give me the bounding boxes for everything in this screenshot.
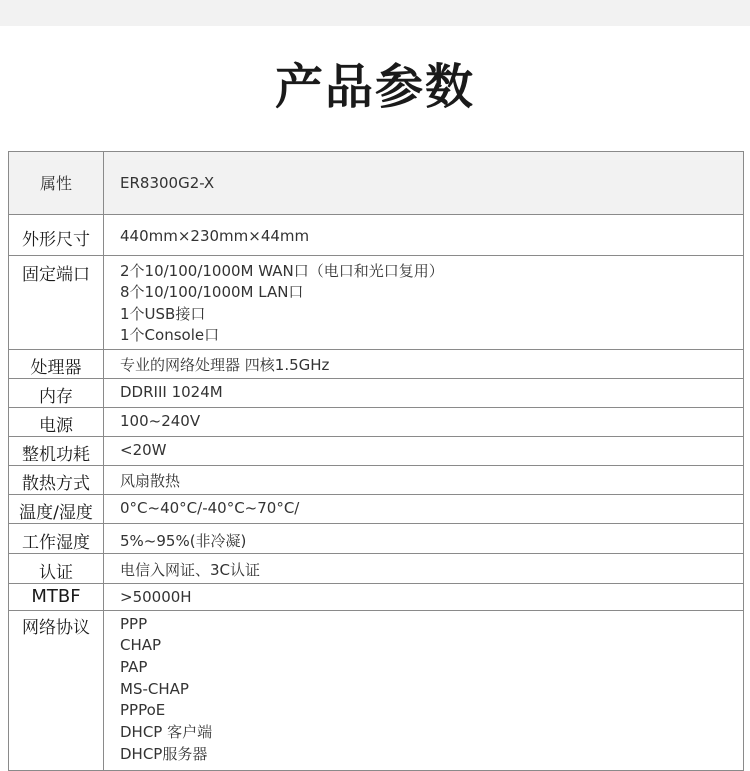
row-label: 温度/湿度 (9, 494, 104, 523)
row-value: DDRIII 1024M (104, 378, 744, 407)
row-label: 工作湿度 (9, 523, 104, 553)
table-row (9, 378, 743, 407)
row-label: 散热方式 (9, 465, 104, 494)
table-row (9, 214, 743, 255)
top-band (0, 0, 750, 26)
row-label: 处理器 (9, 349, 104, 378)
row-value: <20W (104, 436, 744, 465)
table-row (9, 494, 743, 523)
row-value: >50000H (104, 583, 744, 610)
table-row (9, 349, 743, 378)
table-row (9, 436, 743, 465)
table-row (9, 610, 743, 770)
row-value: 440mm×230mm×44mm (104, 214, 744, 255)
header-model: ER8300G2-X (104, 152, 744, 214)
row-value: 电信入网证、3C认证 (104, 553, 744, 583)
row-label: 认证 (9, 553, 104, 583)
row-label: 电源 (9, 407, 104, 436)
row-label: 整机功耗 (9, 436, 104, 465)
row-value: 专业的网络处理器 四核1.5GHz (104, 349, 744, 378)
table-header-row (9, 152, 743, 214)
row-value: 5%~95%(非冷凝) (104, 523, 744, 553)
row-value: 0°C~40°C/-40°C~70°C/ (104, 494, 744, 523)
row-value: PPP CHAP PAP MS-CHAP PPPoE DHCP 客户端 DHCP服务器 (104, 610, 744, 770)
table-row (9, 465, 743, 494)
table-row (9, 553, 743, 583)
page-title: 产品参数 (274, 59, 475, 115)
header-label: 属性 (9, 152, 104, 214)
table-row (9, 523, 743, 553)
table-row (9, 407, 743, 436)
row-value: 风扇散热 (104, 465, 744, 494)
row-value: 100~240V (104, 407, 744, 436)
row-label: MTBF (9, 583, 104, 610)
table-row (9, 583, 743, 610)
row-label: 外形尺寸 (9, 214, 104, 255)
table-row (9, 255, 743, 349)
row-label: 固定端口 (9, 255, 104, 349)
row-label: 网络协议 (9, 610, 104, 770)
row-value: 2个10/100/1000M WAN口（电口和光口复用） 8个10/100/1000M LAN口 1个USB接口 1个Console口 (104, 255, 744, 349)
spec-table (8, 151, 744, 771)
row-label: 内存 (9, 378, 104, 407)
